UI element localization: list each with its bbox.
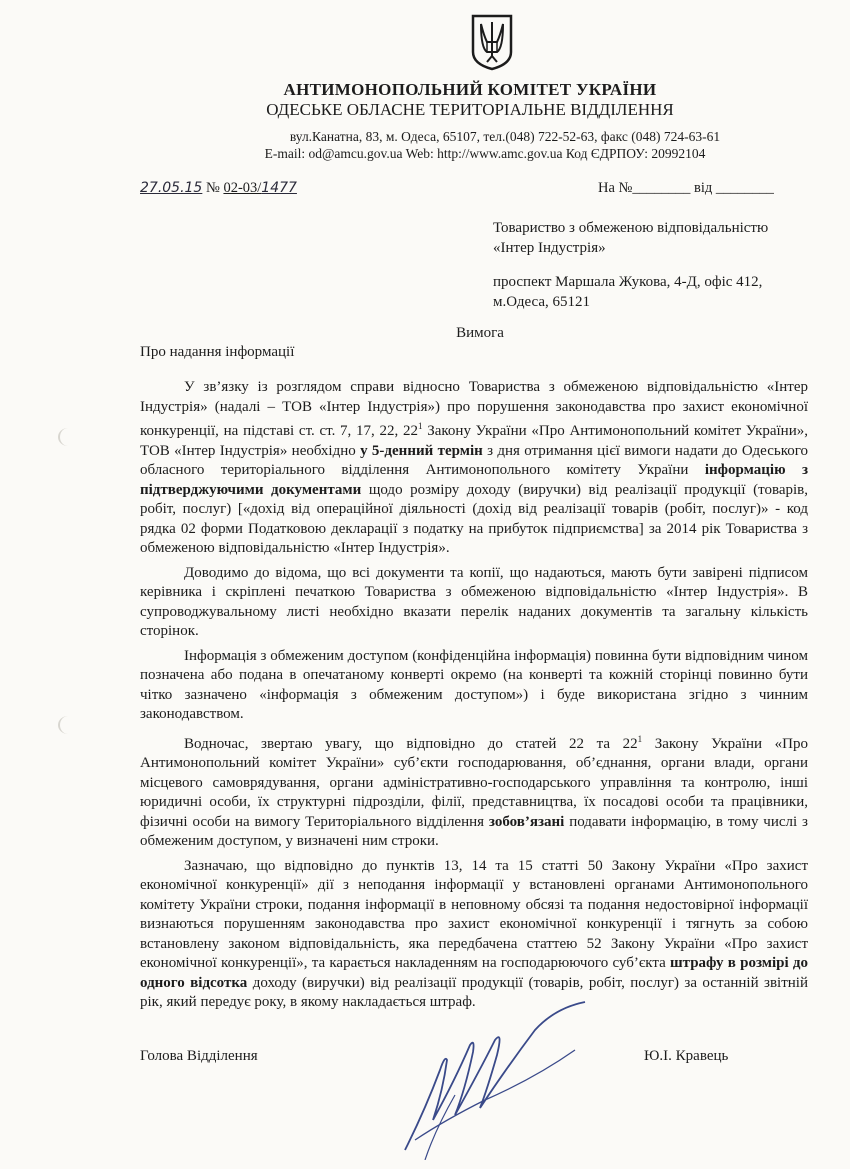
trident-emblem-icon bbox=[470, 12, 514, 72]
letter-body bbox=[140, 378, 808, 1018]
handwritten-signature bbox=[385, 1000, 605, 1160]
recipient-block bbox=[493, 218, 768, 312]
body-paragraph: Водночас, звертаю увагу, що відповідно до статей 22 та $22^1$ Закону України «Про Антимонопольний комітет України» суб’єкти господарювання, об’єднання, органи влади, органи місцевого самоврядування, органи адміністративно-господарського управління та контролю, інші юридичні особи, їх структурні підрозділи, філії, представництва, їх посадові особи та працівники, фізичні особи на вимогу Територіального відділення зобов’язані подавати інформацію, в тому числі з обмеженим доступом, у визначені ним строки. bbox=[140, 733, 809, 849]
recipient-line: «Інтер Індустрія» bbox=[493, 240, 606, 256]
body-paragraph: У зв’язку із розглядом справи відносно Товариства з обмеженою відповідальністю «Інтер Індустрія» (надалі – ТОВ «Інтер Індустрія») про порушення законодавства про захист економічної конкуренції, на підставі ст. ст. 7, 17, 22, $22^1$ Закону України «Про Антимонопольний комітет України», ТОВ «Інтер Індустрія» необхідно у 5-денний термін з дня отримання цієї вимоги надати до Одеського обласного територіального відділення Антимонопольного комітету України інформацію з підтверджуючими документами щодо розміру доходу (виручки) від реалізації продукції (товарів, робіт, послуг) [«дохід від операційної діяльності (дохід від реалізації товарів (робіт, послуг)» - код рядка 02 форми Податковою декларації з податку на прибуток підприємства] за 2014 рік Товариства з обмеженою відповідальністю «Інтер Індустрія». bbox=[140, 379, 809, 556]
body-paragraph: Зазначаю, що відповідно до пунктів 13, 14 та 15 статті 50 Закону України «Про захист економічної конкуренції» дії з неподання інформації у встановлені органами Антимонопольного комітету України строки, подання інформації в неповному обсязі та подання недостовірної інформації визнаються порушенням законодавства про захист економічної конкуренції і тягнуть за собою встановлену законом відповідальність, яка передбачена статтею 52 Закону України «Про захист економічної конкуренції», та карається накладенням на господарюючого суб’єкта штрафу в розмірі до одного відсотка доходу (виручки) від реалізації продукції (товарів, робіт, послуг) за останній звітній рік, який передує року, в якому накладається штраф. bbox=[140, 857, 808, 1010]
registration-date: 27.05.15 bbox=[140, 180, 203, 196]
department-name: ОДЕСЬКЕ ОБЛАСНЕ ТЕРИТОРІАЛЬНЕ ВІДДІЛЕННЯ bbox=[266, 100, 674, 119]
org-name: АНТИМОНОПОЛЬНИЙ КОМІТЕТ УКРАЇНИ bbox=[283, 80, 657, 99]
registration-line bbox=[140, 180, 297, 197]
recipient-line: проспект Маршала Жукова, 4-Д, офіс 412, bbox=[493, 274, 763, 290]
number-label: № bbox=[205, 180, 220, 196]
punch-hole-mark bbox=[58, 428, 78, 446]
recipient-line: м.Одеса, 65121 bbox=[493, 294, 591, 310]
number-handwritten: 1477 bbox=[261, 180, 297, 196]
recipient-line: Товариство з обмеженою відповідальністю bbox=[493, 220, 769, 236]
body-paragraph: Доводимо до відома, що всі документи та копії, що надаються, мають бути завірені підписом керівника і скріплені печаткою Товариства з обмеженою відповідальністю «Інтер Індустрія». В супроводжувальному листі необхідно вказати перелік наданих документів та загальну кількість сторінок. bbox=[140, 564, 808, 639]
signatory-position: Голова Відділення bbox=[140, 1048, 258, 1064]
document-subject: Про надання інформації bbox=[140, 344, 295, 360]
contact-line: E-mail: od@amcu.gov.ua Web: http://www.amc.gov.ua Код ЄДРПОУ: 20992104 bbox=[264, 146, 706, 161]
signatory-name: Ю.І. Кравець bbox=[644, 1048, 729, 1064]
reference-line: На №________ від ________ bbox=[598, 180, 774, 196]
address-line: вул.Канатна, 83, м. Одеса, 65107, тел.(048) 722-52-63, факс (048) 724-63-61 bbox=[289, 129, 721, 144]
body-paragraph: Інформація з обмеженим доступом (конфіденційна інформація) повинна бути відповідним чином позначена або подана в опечатаному конверті окремо (на конверті та кожній сторінці повинно бути чітко зазначено «інформація з обмеженим доступом») і буде використана згідно з чинним законодавством. bbox=[140, 647, 808, 722]
document-title: Вимога bbox=[456, 325, 504, 341]
punch-hole-mark bbox=[58, 716, 78, 734]
number-prefix: 02-03/ bbox=[223, 180, 262, 196]
